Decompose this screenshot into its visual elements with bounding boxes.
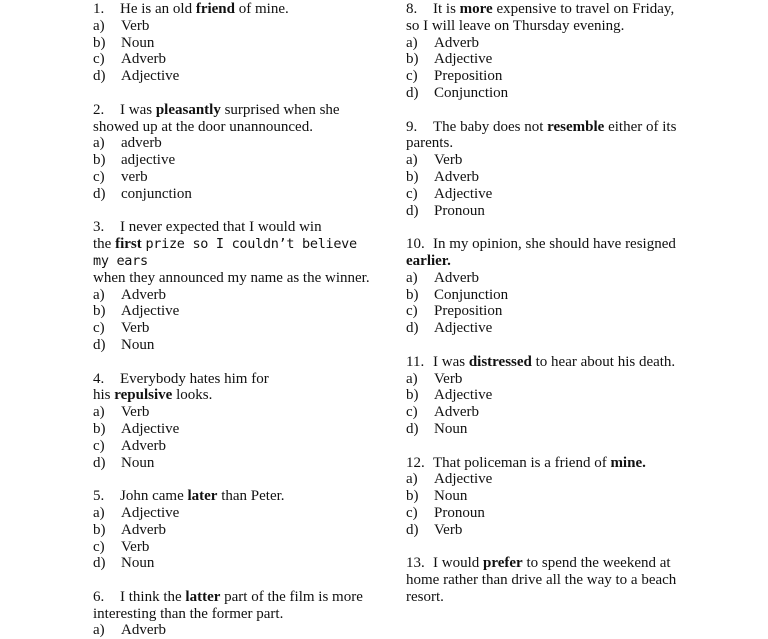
option-label: Adverb bbox=[121, 521, 166, 538]
answer-option bbox=[406, 35, 691, 52]
answer-options bbox=[93, 287, 375, 354]
option-letter: d) bbox=[406, 84, 419, 101]
answer-option bbox=[93, 455, 375, 472]
answer-option bbox=[93, 18, 375, 35]
option-label: Adjective bbox=[121, 303, 180, 320]
option-letter: d) bbox=[406, 202, 419, 219]
answer-option bbox=[406, 488, 691, 505]
question-number: 10. bbox=[406, 236, 425, 253]
option-letter: b) bbox=[93, 34, 106, 51]
question-text bbox=[93, 589, 375, 623]
answer-option bbox=[406, 303, 691, 320]
question-text-segment: looks. bbox=[172, 387, 213, 404]
answer-options bbox=[93, 135, 375, 202]
target-word: latter bbox=[185, 588, 221, 605]
question-block bbox=[406, 236, 691, 337]
option-letter: a) bbox=[406, 269, 418, 286]
target-word: pleasantly bbox=[155, 101, 221, 118]
question-block bbox=[93, 219, 375, 353]
option-label: Adverb bbox=[434, 404, 479, 421]
answer-option bbox=[93, 421, 375, 438]
option-label: Adjective bbox=[121, 504, 180, 521]
option-label: adjective bbox=[121, 152, 176, 169]
question-text bbox=[406, 236, 691, 270]
question-text-segment: of mine. bbox=[235, 1, 289, 17]
option-letter: d) bbox=[93, 555, 106, 572]
option-letter: a) bbox=[93, 504, 105, 521]
answer-option bbox=[93, 303, 375, 320]
answer-option bbox=[93, 438, 375, 455]
option-label: Adverb bbox=[121, 51, 166, 68]
answer-option bbox=[406, 68, 691, 85]
target-word: repulsive bbox=[114, 387, 173, 404]
question-text bbox=[406, 455, 691, 472]
option-label: Adverb bbox=[434, 269, 479, 286]
question-text-segment: I would bbox=[433, 555, 483, 572]
answer-option bbox=[406, 522, 691, 539]
question-text-segment: He is an old bbox=[120, 1, 196, 17]
answer-options bbox=[93, 622, 375, 639]
answer-option bbox=[406, 471, 691, 488]
option-label: Adverb bbox=[121, 286, 166, 303]
option-label: Conjunction bbox=[434, 84, 509, 101]
answer-option bbox=[93, 505, 375, 522]
answer-option bbox=[406, 169, 691, 186]
answer-option bbox=[406, 186, 691, 203]
option-label: Adjective bbox=[434, 185, 493, 202]
question-text bbox=[93, 371, 375, 405]
option-letter: c) bbox=[406, 185, 418, 202]
answer-option bbox=[406, 421, 691, 438]
answer-option bbox=[406, 505, 691, 522]
question-text-segment: surprised when she showed up at the door unannounced. bbox=[93, 101, 340, 135]
answer-options bbox=[406, 270, 691, 337]
option-letter: d) bbox=[406, 320, 419, 337]
question-block bbox=[406, 354, 691, 438]
option-letter: c) bbox=[406, 68, 418, 85]
question-number: 8. bbox=[406, 1, 418, 17]
option-letter: b) bbox=[93, 420, 106, 437]
answer-option bbox=[93, 522, 375, 539]
answer-option bbox=[406, 51, 691, 68]
question-text-segment: It is bbox=[433, 1, 460, 17]
question-text bbox=[93, 1, 375, 18]
option-label: Verb bbox=[121, 320, 150, 337]
option-letter: a) bbox=[406, 370, 418, 387]
question-text bbox=[406, 555, 691, 605]
option-label: Adverb bbox=[434, 168, 479, 185]
option-letter: c) bbox=[406, 404, 418, 421]
answer-option bbox=[406, 203, 691, 220]
option-label: verb bbox=[121, 168, 148, 185]
question-number: 6. bbox=[93, 588, 105, 605]
option-letter: b) bbox=[406, 387, 419, 404]
answer-options bbox=[406, 371, 691, 438]
option-label: Adverb bbox=[434, 34, 479, 51]
answer-option bbox=[406, 387, 691, 404]
answer-option bbox=[93, 169, 375, 186]
option-letter: a) bbox=[93, 17, 105, 34]
question-text-segment: The baby does not bbox=[433, 118, 548, 135]
question-number: 11. bbox=[406, 353, 425, 370]
option-label: Verb bbox=[434, 370, 463, 387]
option-letter: a) bbox=[406, 152, 418, 169]
question-number: 5. bbox=[93, 488, 105, 505]
right-question-column bbox=[406, 1, 691, 606]
question-block bbox=[406, 119, 691, 220]
question-text-segment: to hear about his death. bbox=[531, 353, 676, 370]
option-label: Adjective bbox=[121, 68, 180, 85]
answer-option bbox=[406, 371, 691, 388]
option-letter: b) bbox=[406, 286, 419, 303]
option-letter: c) bbox=[406, 504, 418, 521]
option-letter: b) bbox=[406, 488, 419, 505]
option-letter: a) bbox=[93, 404, 105, 421]
option-label: Noun bbox=[121, 454, 155, 471]
question-block bbox=[406, 455, 691, 539]
option-letter: c) bbox=[93, 437, 105, 454]
question-block bbox=[406, 555, 691, 605]
answer-option bbox=[93, 51, 375, 68]
question-text-segment: Everybody hates him for bbox=[120, 370, 269, 387]
option-letter: d) bbox=[93, 68, 106, 85]
question-text-segment: I think the bbox=[120, 588, 186, 605]
target-word: friend bbox=[195, 1, 235, 17]
option-letter: a) bbox=[93, 286, 105, 303]
option-label: Verb bbox=[121, 17, 150, 34]
target-word: distressed bbox=[468, 353, 532, 370]
question-text-segment: expensive to travel on Friday, so I will leave on Thursday evening. bbox=[406, 1, 675, 34]
question-block bbox=[93, 1, 375, 85]
option-label: Adjective bbox=[434, 471, 493, 488]
answer-option bbox=[406, 404, 691, 421]
option-letter: b) bbox=[406, 51, 419, 68]
option-letter: c) bbox=[93, 168, 105, 185]
option-letter: b) bbox=[406, 168, 419, 185]
target-word: later bbox=[187, 488, 218, 505]
option-letter: a) bbox=[93, 622, 105, 639]
answer-option bbox=[93, 135, 375, 152]
option-label: Verb bbox=[121, 404, 150, 421]
question-text-segment: I never expected that I would win bbox=[120, 219, 322, 236]
answer-option bbox=[93, 555, 375, 572]
question-text-segment: his bbox=[93, 387, 115, 404]
answer-option bbox=[93, 287, 375, 304]
option-label: Adverb bbox=[121, 622, 166, 639]
question-number: 13. bbox=[406, 555, 425, 572]
option-label: Adverb bbox=[121, 437, 166, 454]
answer-option bbox=[93, 320, 375, 337]
answer-option bbox=[93, 186, 375, 203]
question-number: 4. bbox=[93, 370, 105, 387]
target-word: first bbox=[115, 236, 142, 253]
answer-options bbox=[93, 505, 375, 572]
answer-option bbox=[93, 152, 375, 169]
option-letter: d) bbox=[93, 185, 106, 202]
option-letter: b) bbox=[93, 521, 106, 538]
question-block bbox=[93, 102, 375, 203]
question-text bbox=[406, 119, 691, 153]
target-word: prefer bbox=[483, 555, 523, 572]
answer-options bbox=[93, 18, 375, 85]
option-letter: b) bbox=[93, 152, 106, 169]
question-text bbox=[93, 219, 375, 286]
option-letter: d) bbox=[406, 521, 419, 538]
question-number: 3. bbox=[93, 219, 105, 236]
question-text-segment: I was bbox=[120, 101, 156, 118]
option-label: Adjective bbox=[434, 51, 493, 68]
option-label: Verb bbox=[121, 538, 150, 555]
option-label: Adjective bbox=[434, 387, 493, 404]
option-letter: d) bbox=[406, 420, 419, 437]
option-letter: a) bbox=[406, 471, 418, 488]
option-label: Noun bbox=[121, 336, 155, 353]
answer-options bbox=[406, 152, 691, 219]
question-text-segment: the bbox=[93, 236, 116, 253]
answer-option bbox=[93, 404, 375, 421]
question-text-segment: part of the film is more interesting than the former part. bbox=[93, 588, 363, 622]
option-label: Adjective bbox=[434, 320, 493, 337]
option-label: Pronoun bbox=[434, 202, 485, 219]
question-text-segment: either of its parents. bbox=[406, 118, 677, 152]
question-block bbox=[93, 488, 375, 572]
target-word: more bbox=[459, 1, 493, 17]
question-text-segment: That policeman is a friend of bbox=[433, 454, 611, 471]
answer-options bbox=[406, 471, 691, 538]
option-letter: c) bbox=[93, 320, 105, 337]
option-label: Verb bbox=[434, 521, 463, 538]
target-word: earlier. bbox=[406, 252, 451, 269]
answer-option bbox=[93, 337, 375, 354]
answer-option bbox=[93, 68, 375, 85]
question-text-segment: than Peter. bbox=[217, 488, 285, 505]
answer-option bbox=[406, 287, 691, 304]
option-label: adverb bbox=[121, 135, 162, 152]
answer-option bbox=[406, 152, 691, 169]
question-text-segment: when they announced my name as the winner. bbox=[93, 269, 370, 286]
answer-option bbox=[93, 622, 375, 639]
answer-option bbox=[406, 270, 691, 287]
option-label: Pronoun bbox=[434, 504, 485, 521]
question-text bbox=[406, 354, 691, 371]
option-label: Noun bbox=[434, 420, 468, 437]
question-number: 9. bbox=[406, 118, 418, 135]
question-text-segment: prize so I couldn’t believe my ears bbox=[93, 236, 357, 269]
option-letter: d) bbox=[93, 336, 106, 353]
option-label: Adjective bbox=[121, 420, 180, 437]
option-label: Verb bbox=[434, 152, 463, 169]
question-block bbox=[93, 589, 375, 639]
question-text-segment: In my opinion, she should have resigned bbox=[433, 236, 676, 253]
question-number: 2. bbox=[93, 101, 105, 118]
answer-option bbox=[406, 320, 691, 337]
question-text bbox=[93, 488, 375, 505]
question-text bbox=[406, 1, 691, 35]
question-text-segment: to spend the weekend at home rather than drive all the way to a beach resort. bbox=[406, 555, 677, 605]
answer-options bbox=[93, 404, 375, 471]
option-label: Noun bbox=[121, 34, 155, 51]
option-letter: c) bbox=[406, 303, 418, 320]
left-question-column bbox=[93, 1, 375, 639]
option-label: conjunction bbox=[121, 185, 192, 202]
option-letter: c) bbox=[93, 538, 105, 555]
option-letter: a) bbox=[93, 135, 105, 152]
option-label: Conjunction bbox=[434, 286, 509, 303]
option-letter: c) bbox=[93, 51, 105, 68]
question-block bbox=[93, 371, 375, 472]
question-text-segment: John came bbox=[120, 488, 188, 505]
option-label: Noun bbox=[121, 555, 155, 572]
answer-option bbox=[93, 539, 375, 556]
option-label: Noun bbox=[434, 488, 468, 505]
question-text-segment: I was bbox=[433, 353, 469, 370]
option-letter: b) bbox=[93, 303, 106, 320]
question-number: 12. bbox=[406, 454, 425, 471]
answer-option bbox=[406, 85, 691, 102]
target-word: resemble bbox=[547, 118, 605, 135]
option-letter: a) bbox=[406, 34, 418, 51]
question-text bbox=[93, 102, 375, 136]
answer-options bbox=[406, 35, 691, 102]
option-label: Preposition bbox=[434, 303, 503, 320]
option-letter: d) bbox=[93, 454, 106, 471]
option-label: Preposition bbox=[434, 68, 503, 85]
question-number: 1. bbox=[93, 1, 105, 17]
question-block bbox=[406, 1, 691, 102]
answer-option bbox=[93, 35, 375, 52]
target-word: mine. bbox=[610, 454, 646, 471]
